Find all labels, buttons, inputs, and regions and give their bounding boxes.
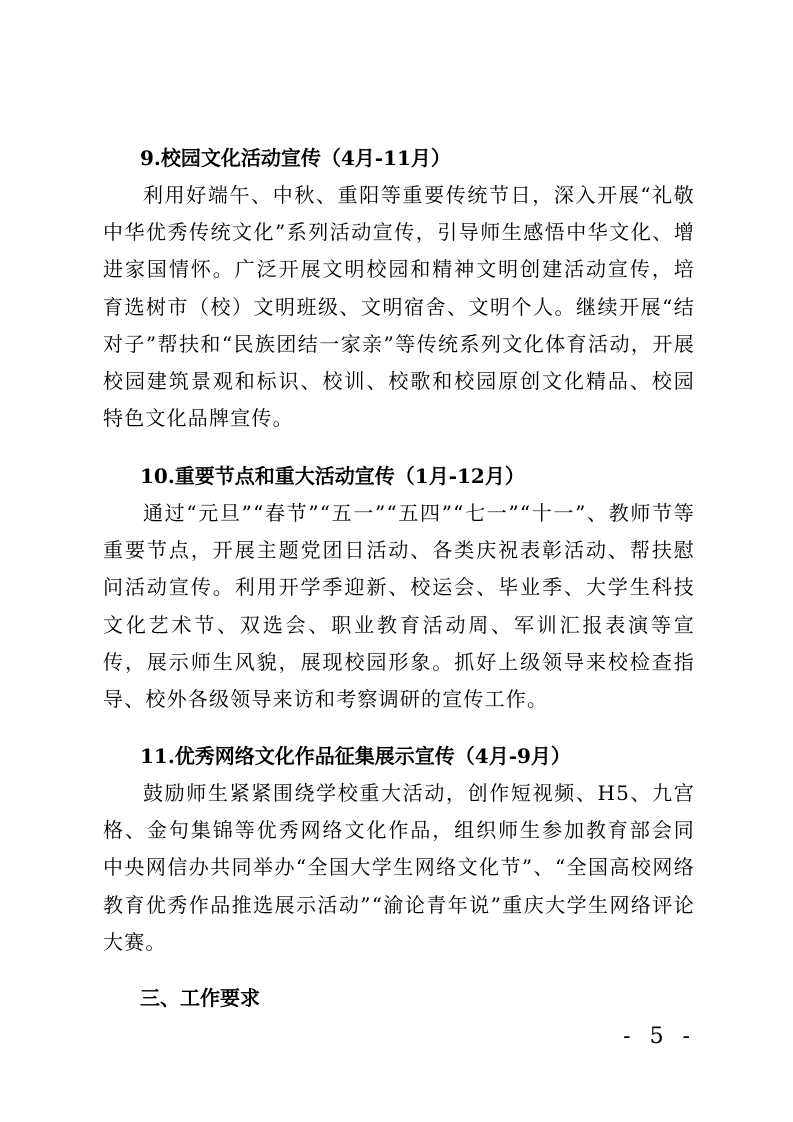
- section-heading: 11.优秀网络文化作品征集展示宣传（4月-9月）: [140, 744, 571, 768]
- section-heading: 9.校园文化活动宣传（4月-11月）: [140, 146, 451, 170]
- section-online-works: [103, 738, 695, 961]
- section-paragraph: 鼓励师生紧紧围绕学校重大活动，创作短视频、H5、九宫格、金句集锦等优秀网络文化作品，组织师生参加教育部会同中央网信办共同举办“全国大学生网络文化节”、“全国高校网络教育优秀作品推选展示活动”“渝论青年说”重庆大学生网络评论大赛。: [103, 781, 695, 954]
- section-key-events: [103, 458, 695, 718]
- section-work-requirements: [103, 980, 695, 1017]
- section-paragraph: 通过“元旦”“春节”“五一”“五四”“七一”“十一”、教师节等重要节点，开展主题党团日活动、各类庆祝表彰活动、帮扶慰问活动宣传。利用开学季迎新、校运会、毕业季、大学生科技文化艺术节、双选会、职业教育活动周、军训汇报表演等宣传，展示师生风貌，展现校园形象。抓好上级领导来校检查指导、校外各级领导来访和考察调研的宣传工作。: [103, 501, 695, 712]
- section-heading: 10.重要节点和重大活动宣传（1月-12月）: [140, 464, 525, 488]
- section-heading: 三、工作要求: [140, 986, 260, 1010]
- page-number: - 5 -: [623, 1024, 696, 1049]
- section-campus-culture: [103, 140, 695, 437]
- section-paragraph: 利用好端午、中秋、重阳等重要传统节日，深入开展“礼敬中华优秀传统文化”系列活动宣传，引导师生感悟中华文化、增进家国情怀。广泛开展文明校园和精神文明创建活动宣传，培育选树市（校）文明班级、文明宿舍、文明个人。继续开展“结对子”帮扶和“民族团结一家亲”等传统系列文化体育活动，开展校园建筑景观和标识、校训、校歌和校园原创文化精品、校园特色文化品牌宣传。: [103, 183, 695, 431]
